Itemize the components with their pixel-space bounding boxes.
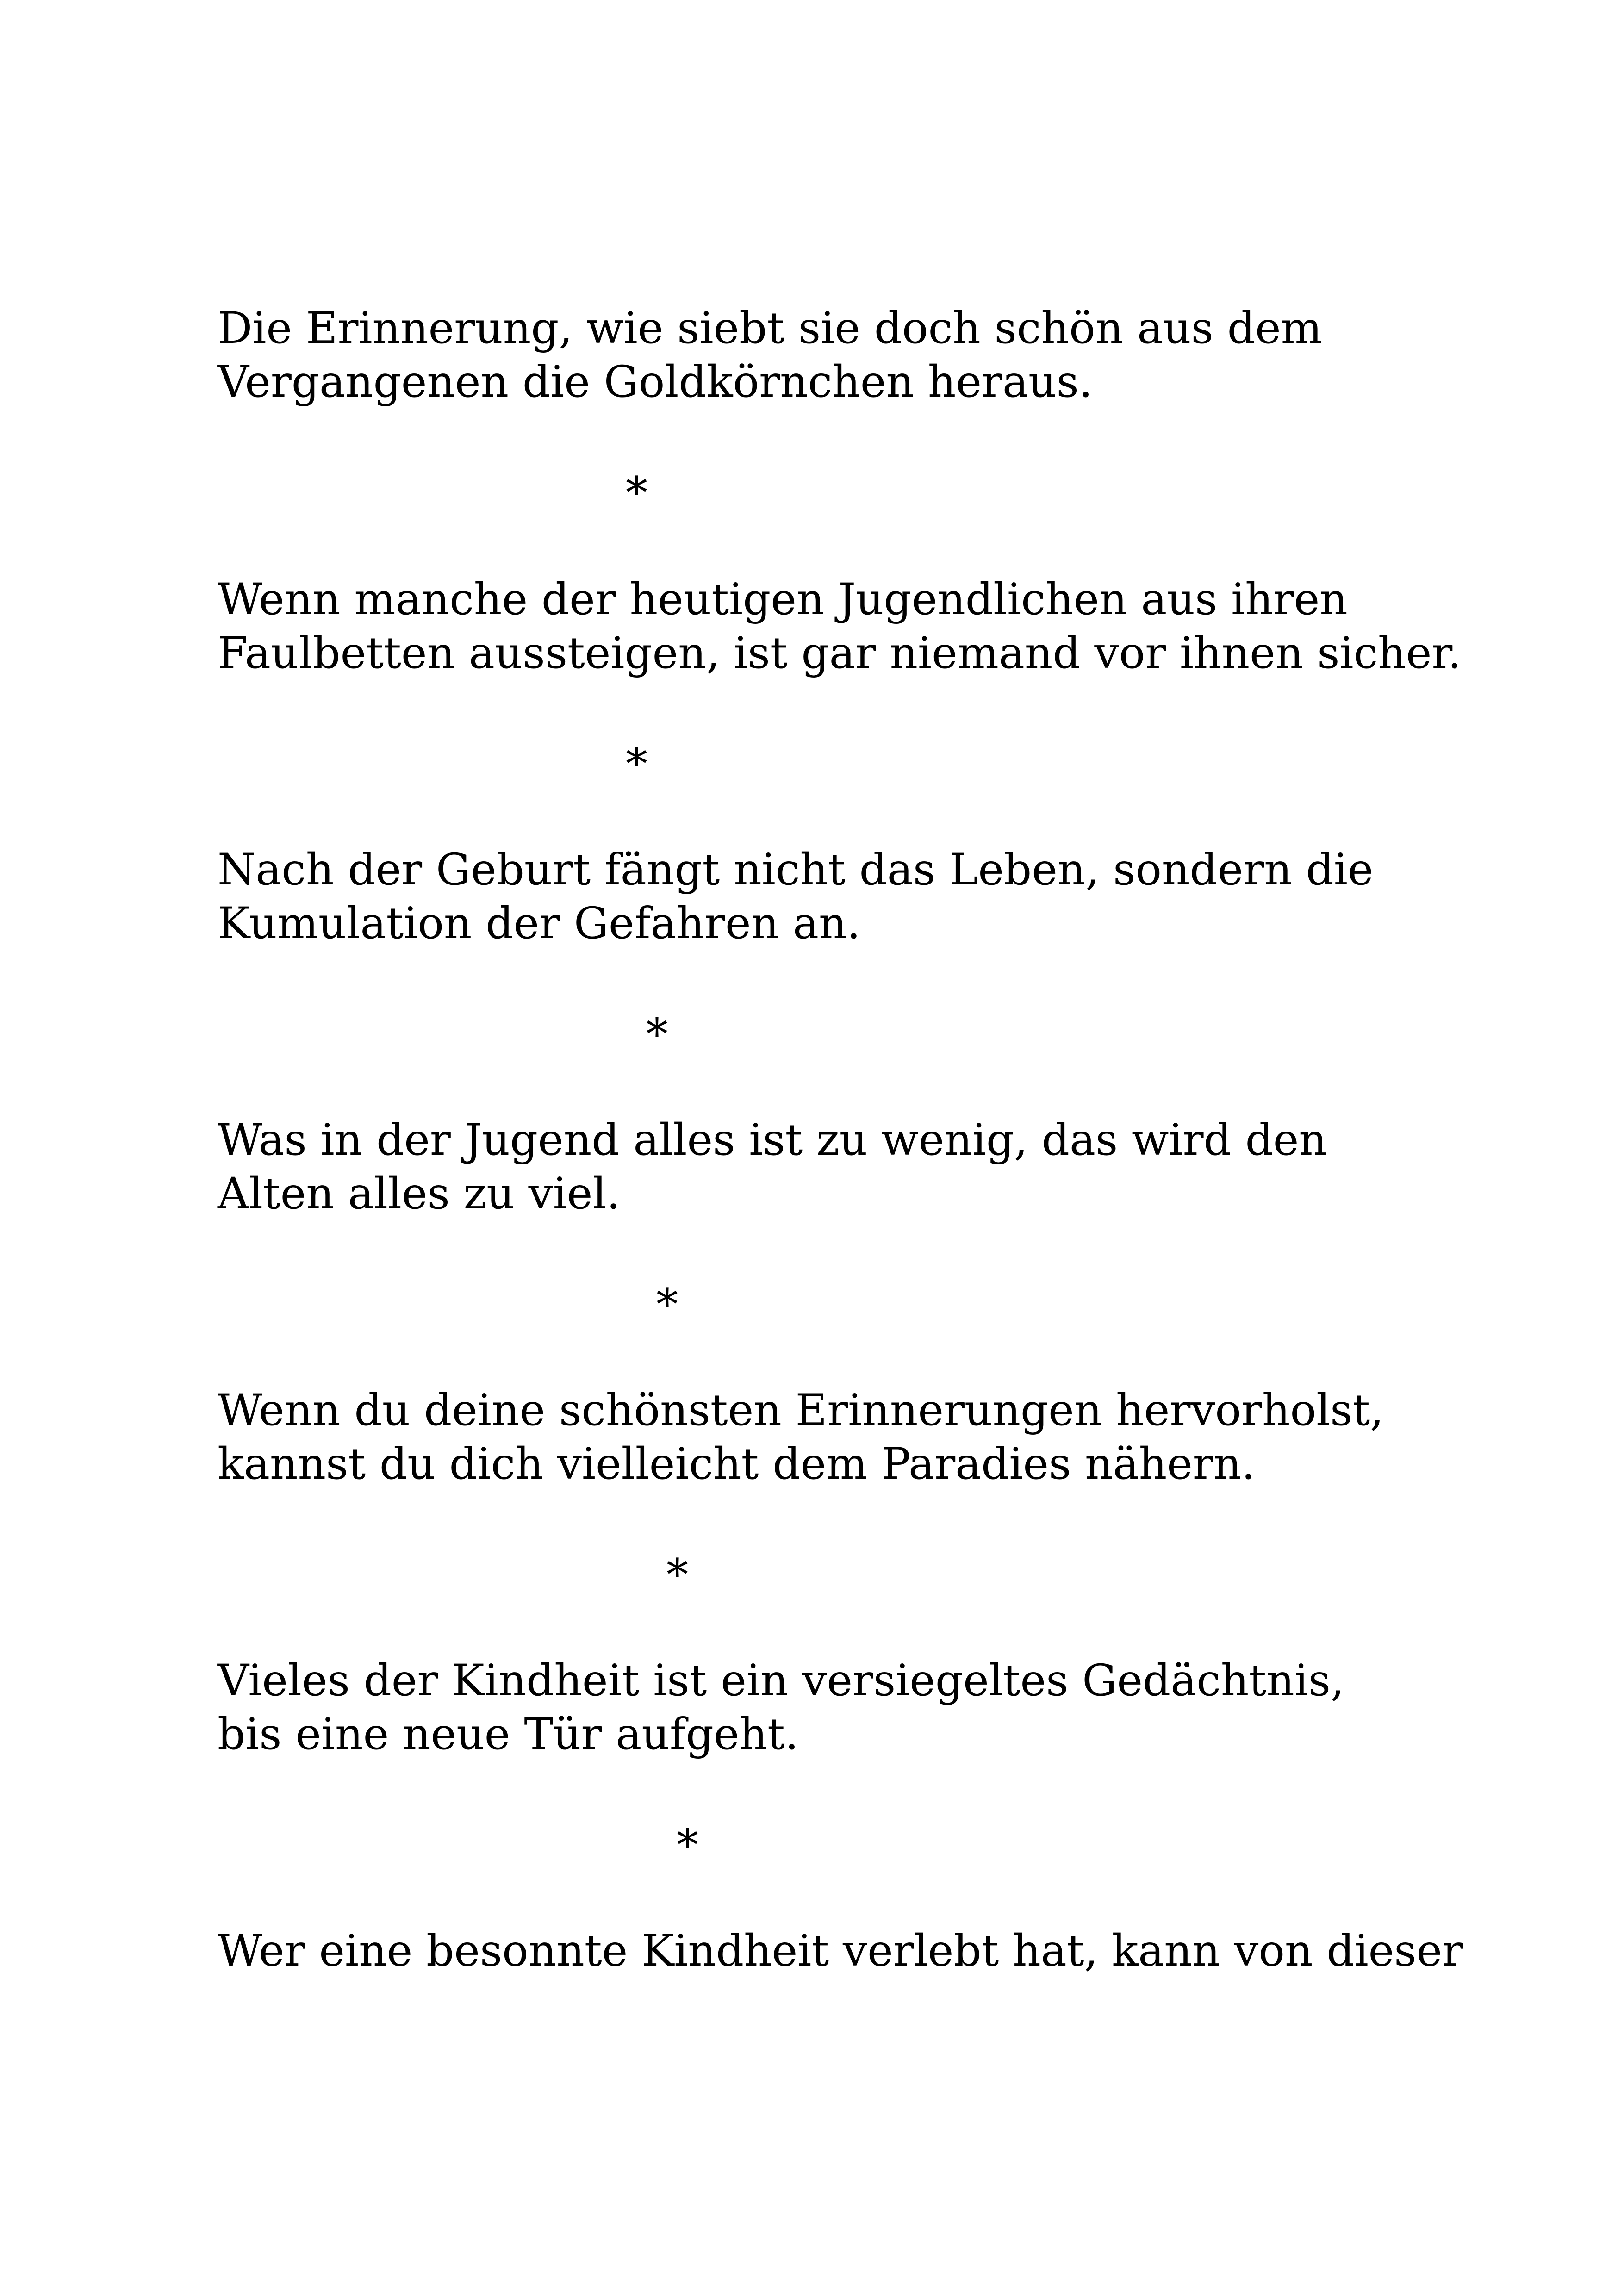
aphorism-6-line-2: bis eine neue Tür aufgeht. [218, 1709, 799, 1760]
aphorism-4-line-2: Alten alles zu viel. [218, 1169, 621, 1219]
aphorism-3-line-1: Nach der Geburt fängt nicht das Leben, sondern die [218, 845, 1374, 895]
separator-4: * [656, 1280, 678, 1330]
aphorism-2-line-1: Wenn manche der heutigen Jugendlichen aus ihren [218, 574, 1348, 625]
aphorism-2-line-2: Faulbetten aussteigen, ist gar niemand vor ihnen sicher. [218, 628, 1462, 678]
separator-6: * [677, 1820, 698, 1871]
separator-1: * [626, 468, 647, 518]
separator-5: * [666, 1550, 688, 1600]
separator-2: * [626, 739, 647, 790]
aphorism-7-line-1: Wer eine besonnte Kindheit verlebt hat, kann von dieser [218, 1926, 1463, 1976]
aphorism-3-line-2: Kumulation der Gefahren an. [218, 898, 861, 949]
aphorism-6-line-1: Vieles der Kindheit ist ein versiegeltes Gedächtnis, [218, 1655, 1344, 1706]
aphorism-5-line-2: kannst du dich vielleicht dem Paradies nähern. [218, 1439, 1256, 1489]
separator-3: * [646, 1009, 668, 1060]
aphorism-5-line-1: Wenn du deine schönsten Erinnerungen hervorholst, [218, 1385, 1384, 1436]
aphorism-1-line-1: Die Erinnerung, wie siebt sie doch schön aus dem [218, 303, 1322, 354]
aphorism-1-line-2: Vergangenen die Goldkörnchen heraus. [218, 357, 1093, 407]
aphorism-4-line-1: Was in der Jugend alles ist zu wenig, das wird den [218, 1115, 1327, 1165]
